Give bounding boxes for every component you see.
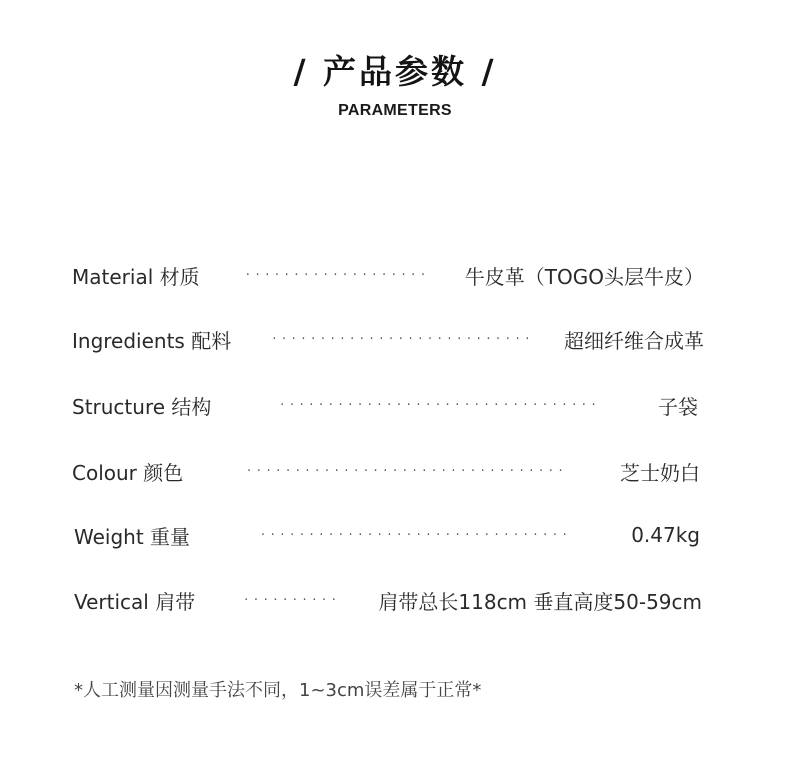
param-value: 子袋: [658, 394, 698, 419]
header-title: / 产品参数 /: [293, 52, 497, 91]
param-label: Ingredients 配料: [72, 328, 232, 353]
param-row-material: [72, 260, 704, 290]
param-label: Colour 颜色: [72, 460, 184, 485]
header-subtitle: PARAMETERS: [338, 102, 452, 119]
param-dots: ···························: [272, 331, 535, 347]
param-value: 牛皮革（TOGO头层牛皮）: [464, 264, 704, 289]
param-value: 超细纤维合成革: [564, 328, 704, 353]
param-dots: ·································: [280, 397, 602, 413]
param-dots: ································: [260, 527, 573, 543]
param-label: Vertical 肩带: [74, 589, 196, 614]
param-dots: ···················: [245, 267, 431, 283]
param-label: Material 材质: [72, 264, 200, 289]
param-row-weight: [74, 520, 700, 550]
param-row-vertical: [74, 585, 702, 615]
param-value: 0.47kg: [631, 523, 700, 547]
param-row-ingredients: [72, 324, 704, 354]
param-value: 肩带总长118cm 垂直高度50-59cm: [378, 589, 702, 614]
param-label: Structure 结构: [72, 394, 212, 419]
param-row-structure: [72, 390, 698, 420]
param-dots: ··········: [244, 592, 342, 608]
param-label: Weight 重量: [74, 524, 191, 549]
param-row-colour: [72, 456, 700, 486]
footnote: *人工测量因测量手法不同，1~3cm误差属于正常*: [74, 680, 482, 701]
param-dots: ·································: [247, 463, 569, 479]
param-value: 芝士奶白: [620, 460, 700, 485]
